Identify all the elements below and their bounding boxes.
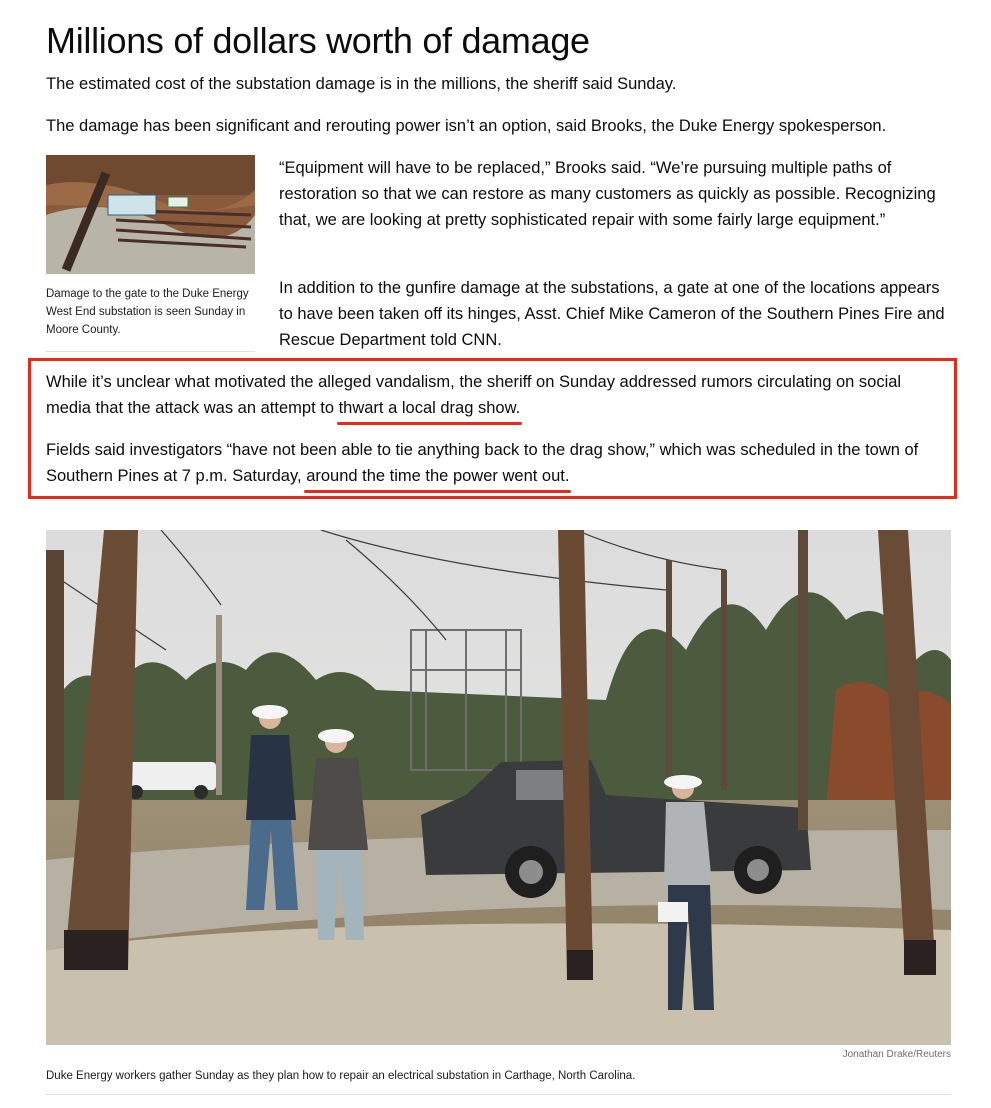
paragraph-rumors bbox=[46, 369, 946, 421]
paragraph-investigators bbox=[46, 437, 946, 489]
inline-image-caption: Damage to the gate to the Duke Energy West End substation is seen Sunday in Moore County. bbox=[46, 288, 249, 336]
paragraph-investigators-text: Fields said investigators “have not been able to tie anything back to the drag show,” which was scheduled in the town of Southern Pines at 7 p.m. Saturday, bbox=[46, 441, 919, 485]
paragraph-gate: In addition to the gunfire damage at the substations, a gate at one of the locations appears to have been taken off its hinges, Asst. Chief Mike Cameron of the Southern Pines Fire and Rescue Department told CNN. bbox=[279, 279, 945, 349]
gate-damage-photo[interactable] bbox=[46, 155, 255, 274]
underlined-phrase-power-out: around the time the power went out. bbox=[306, 463, 569, 489]
main-image-caption: Duke Energy workers gather Sunday as they plan how to repair an electrical substation in Carthage, North Carolina. bbox=[46, 1070, 636, 1082]
divider bbox=[46, 351, 255, 352]
paragraph-rerouting: The damage has been significant and rerouting power isn’t an option, said Brooks, the Duke Energy spokesperson. bbox=[46, 117, 887, 135]
inline-figure bbox=[46, 155, 255, 339]
paragraph-brooks-quote: “Equipment will have to be replaced,” Brooks said. “We’re pursuing multiple paths of restoration so that we can restore as many customers as quickly as possible. Recognizing that, we are looking at pretty sophisticated repair with some fairly large equipment.” bbox=[279, 159, 936, 229]
substation-workers-photo[interactable] bbox=[46, 530, 951, 1045]
divider bbox=[46, 1094, 951, 1095]
paragraph-rumors-text: While it’s unclear what motivated the alleged vandalism, the sheriff on Sunday addressed rumors circulating on social media that the attack was an attempt to bbox=[46, 373, 902, 417]
article-headline: Millions of dollars worth of damage bbox=[46, 20, 590, 61]
paragraph-cost: The estimated cost of the substation damage is in the millions, the sheriff said Sunday. bbox=[46, 75, 677, 93]
underlined-phrase-drag-show: thwart a local drag show. bbox=[339, 395, 521, 421]
photo-credit: Jonathan Drake/Reuters bbox=[842, 1049, 951, 1060]
